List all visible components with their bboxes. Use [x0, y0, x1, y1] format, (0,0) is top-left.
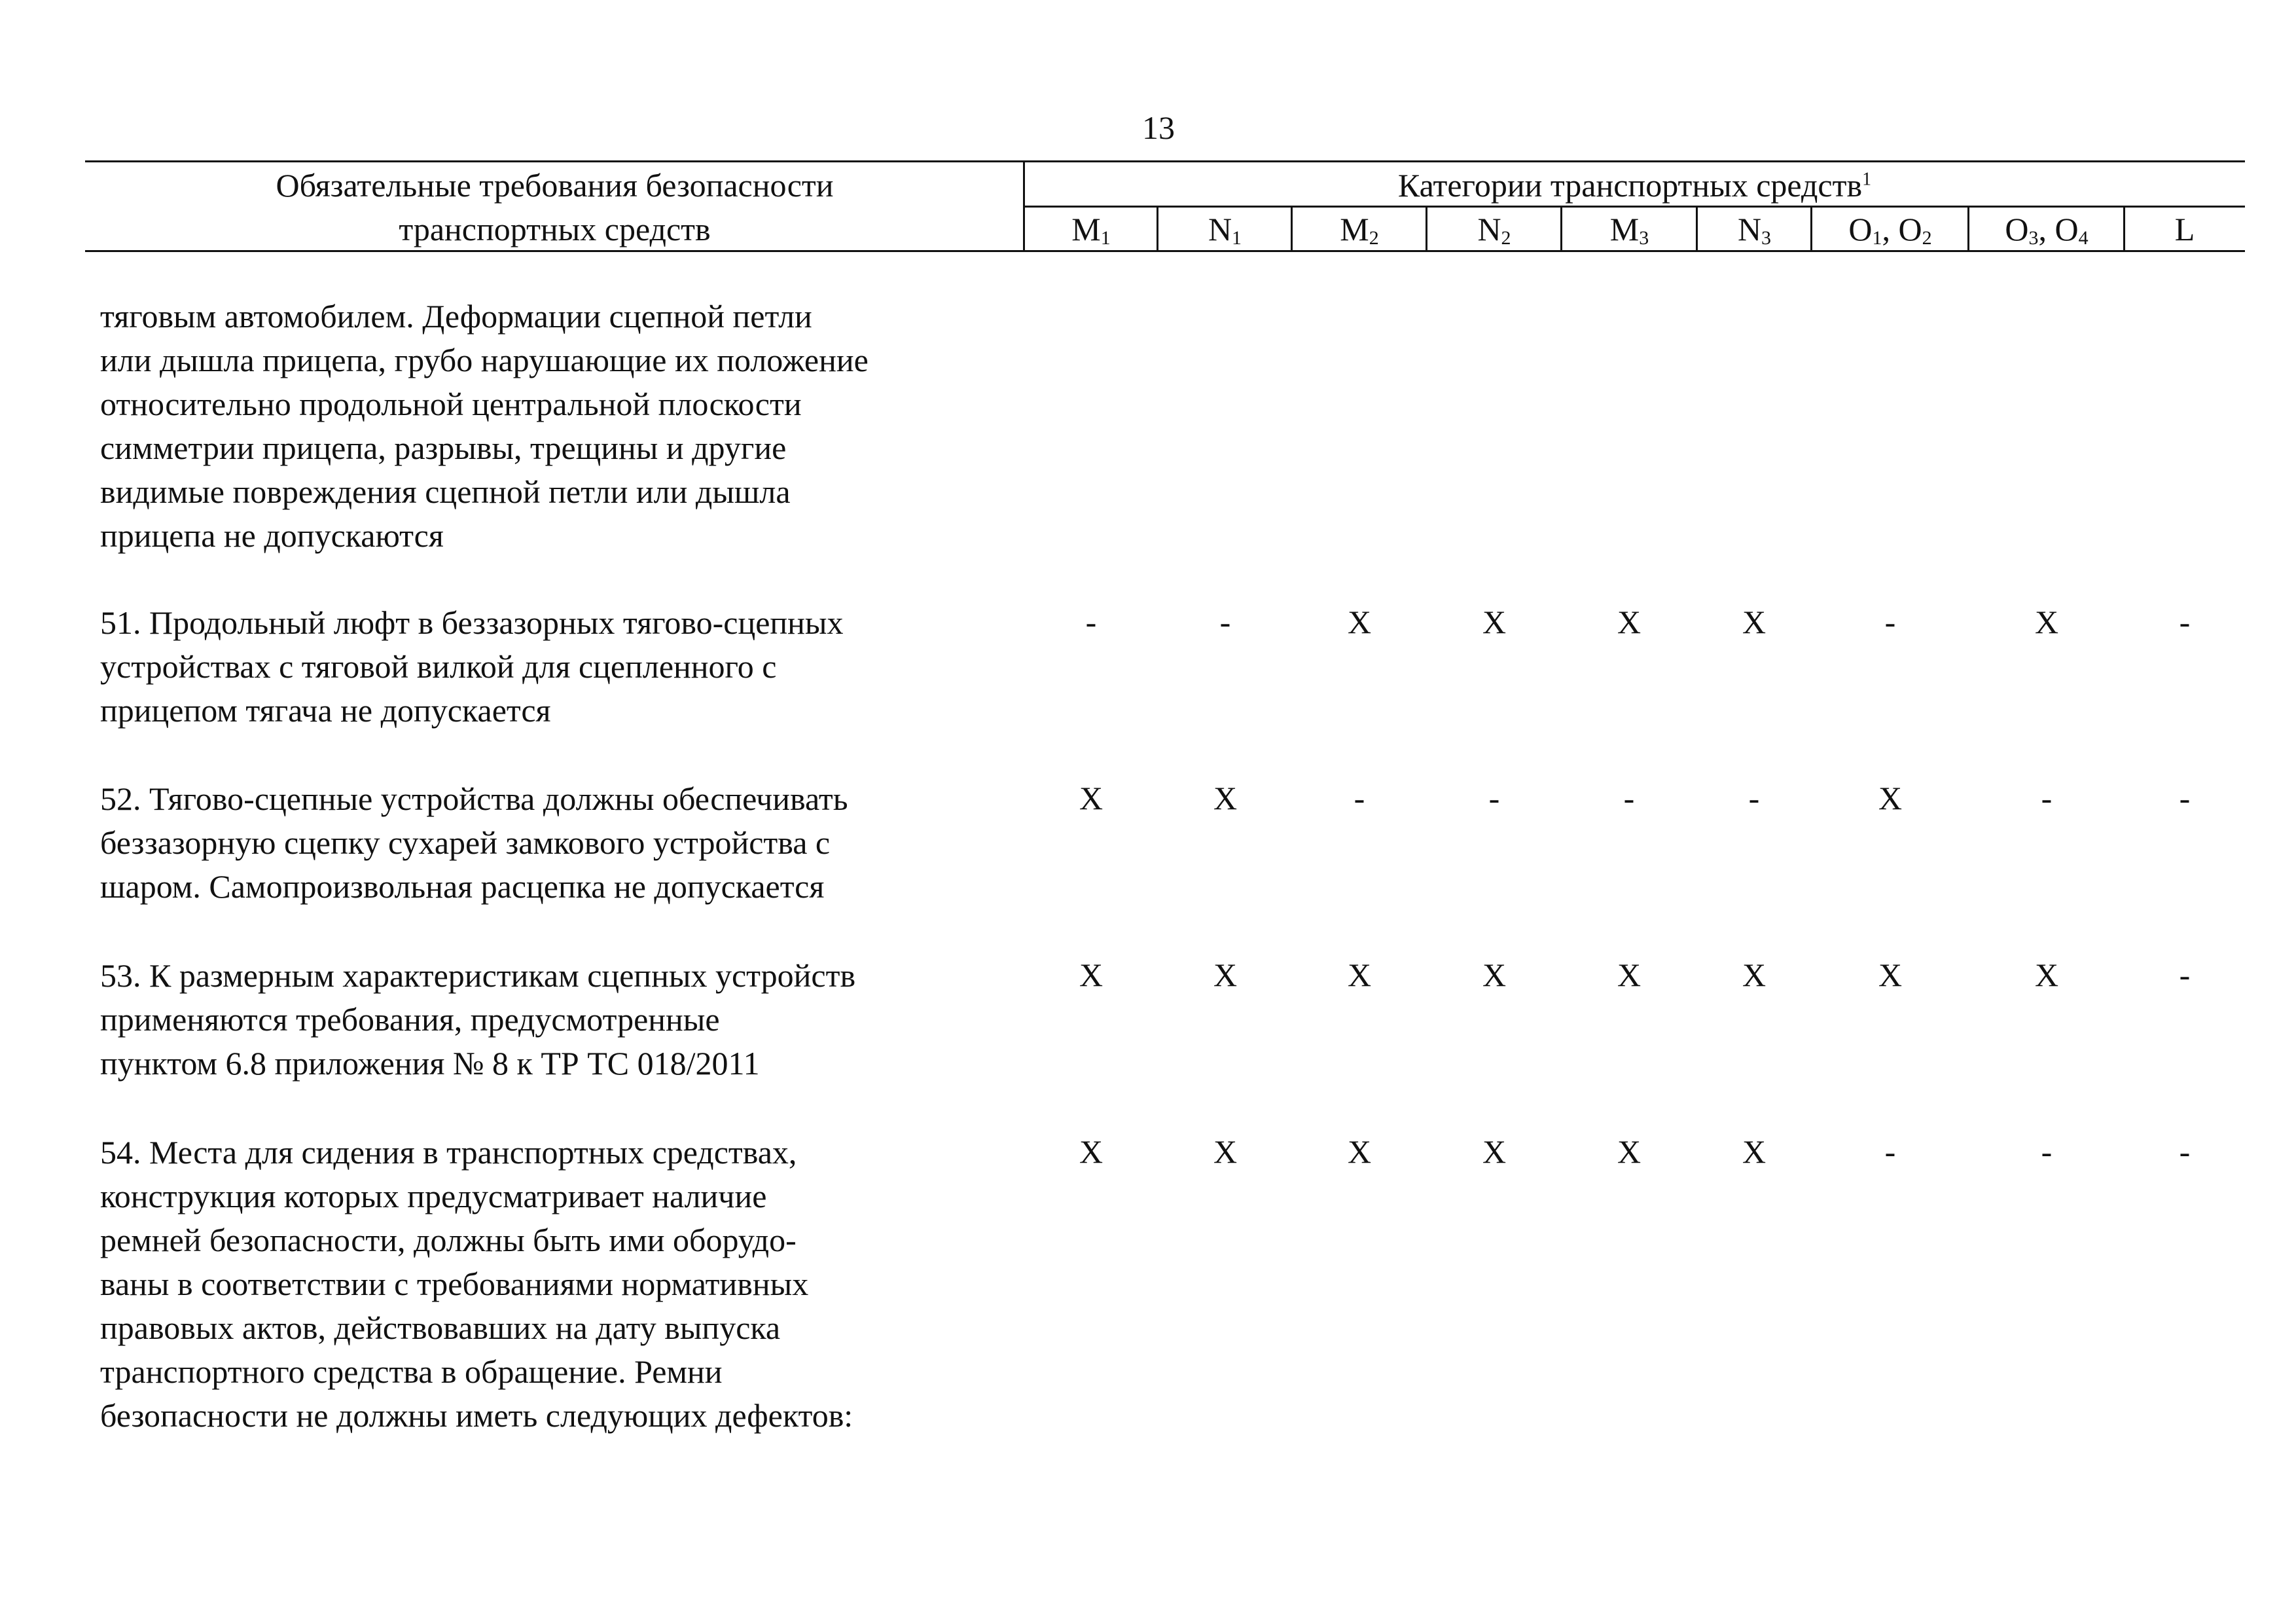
mark-54-n2: X [1482, 1133, 1507, 1170]
categories-header [1024, 166, 2245, 205]
mark-54-n1: X [1213, 1133, 1238, 1170]
mark-54-m2: X [1347, 1133, 1372, 1170]
category-n3: $N_3$ [1737, 211, 1772, 249]
mark-51-m2: X [1347, 604, 1372, 640]
requirement-53-text: 53. К размерным характеристикам сцепных устройств применяются требования, предусмотренные пунктом 6.8 приложения № 8 к ТР ТС 018/2011 [100, 957, 856, 1082]
mark-51-n2: X [1482, 604, 1507, 640]
mark-54-o1o2: - [1884, 1133, 1896, 1170]
mark-52-o1o2: X [1878, 780, 1903, 816]
mark-54-o3o4: - [2041, 1133, 2053, 1170]
requirement-continuation-text: тяговым автомобилем. Деформации сцепной петли или дышла прицепа, грубо нарушающие их положение относительно продольной центральной плоскости симметрии прицепа, разрывы, трещины и другие видимые повреждения сцепной петли или дышла прицепа не допускаются [100, 298, 869, 554]
mark-53-l: - [2179, 957, 2191, 993]
mark-52-n1: X [1213, 780, 1238, 816]
mark-51-n3: X [1742, 604, 1767, 640]
mark-53-n2: X [1482, 957, 1507, 993]
mark-54-l: - [2179, 1133, 2191, 1170]
mark-52-n3: - [1748, 780, 1760, 816]
mark-51-m1: - [1085, 604, 1097, 640]
mark-53-m1: X [1079, 957, 1103, 993]
mark-51-n1: - [1219, 604, 1231, 640]
categories-title: Категории транспортных средств [1397, 167, 1863, 204]
mark-53-o3o4: X [2034, 957, 2059, 993]
page-number: 13 [1142, 109, 1175, 146]
mark-54-n3: X [1742, 1133, 1767, 1170]
requirement-54-text: 54. Места для сидения в транспортных средствах, конструкция которых предусматривает наличие ремней безопасности, должны быть ими оборудо- ваны в соответствии с требованиями нормативных правовых актов, действовавших на дату выпуска транспортного средства в обращение. Ремни безопасности не должны иметь следующих дефектов: [100, 1134, 853, 1434]
mark-52-m3: - [1623, 780, 1635, 816]
mark-51-l: - [2179, 604, 2191, 640]
category-m1: $M_1$ [1071, 211, 1111, 249]
mark-51-o3o4: X [2034, 604, 2059, 640]
requirement-52-text: 52. Тягово-сцепные устройства должны обеспечивать беззазорную сцепку сухарей замкового устройства с шаром. Самопроизвольная расцепка не допускается [100, 780, 848, 905]
mark-52-n2: - [1488, 780, 1500, 816]
mark-51-m3: X [1617, 604, 1641, 640]
requirements-header-line2: транспортных средств [399, 211, 711, 247]
mark-52-m2: - [1354, 780, 1365, 816]
table-top-rule [85, 160, 2245, 162]
requirement-51-text: 51. Продольный люфт в беззазорных тягово-сцепных устройствах с тяговой вилкой для сцепленного с прицепом тягача не допускается [100, 604, 844, 729]
categories-footnote-mark: 1 [1862, 169, 1872, 190]
mark-51-o1o2: - [1884, 604, 1896, 640]
mark-53-m3: X [1617, 957, 1641, 993]
mark-52-o3o4: - [2041, 780, 2053, 816]
mark-53-n3: X [1742, 957, 1767, 993]
mark-52-l: - [2179, 780, 2191, 816]
category-l: L [2174, 211, 2195, 247]
category-o3-o4: $O_3$, $O_4$ [2005, 211, 2089, 249]
table-header-bottom-rule [85, 250, 2245, 252]
mark-54-m1: X [1079, 1133, 1103, 1170]
category-m2: $M_2$ [1340, 211, 1379, 249]
category-o1-o2: $O_1$, $O_2$ [1848, 211, 1932, 249]
requirements-header-line1: Обязательные требования безопасности [276, 167, 834, 204]
mark-52-m1: X [1079, 780, 1103, 816]
category-m3: $M_3$ [1609, 211, 1649, 249]
category-n2: $N_2$ [1477, 211, 1511, 249]
mark-53-n1: X [1213, 957, 1238, 993]
mark-53-m2: X [1347, 957, 1372, 993]
category-n1: $N_1$ [1208, 211, 1242, 249]
categories-sub-rule [1024, 206, 2245, 208]
mark-53-o1o2: X [1878, 957, 1903, 993]
mark-54-m3: X [1617, 1133, 1641, 1170]
